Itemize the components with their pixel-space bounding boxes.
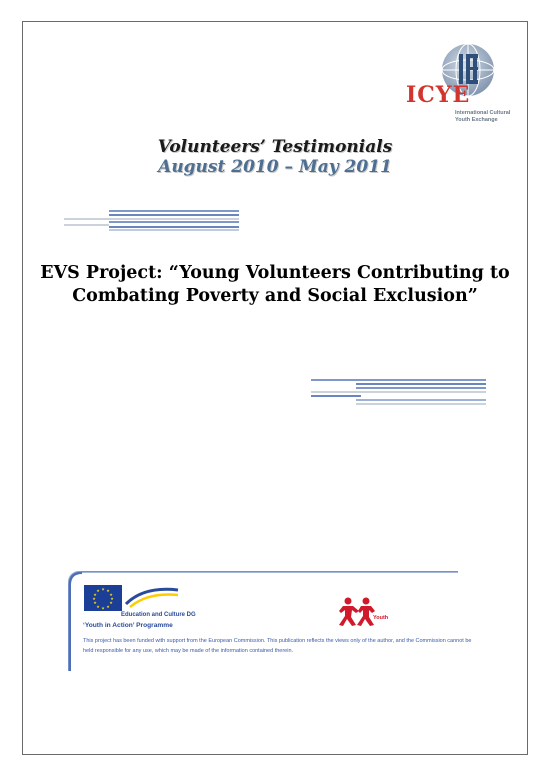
youth-label: Youth	[373, 615, 389, 621]
svg-text:★: ★	[96, 588, 100, 593]
svg-text:★: ★	[93, 592, 97, 597]
decorative-lines-left	[64, 209, 239, 233]
svg-text:★: ★	[101, 605, 105, 611]
svg-text:★: ★	[106, 588, 110, 593]
education-culture-label: Education and Culture DG	[121, 612, 196, 618]
eu-flag-icon	[84, 585, 122, 611]
svg-text:★: ★	[109, 592, 113, 597]
svg-text:★: ★	[93, 600, 97, 605]
decorative-lines-right	[311, 378, 486, 406]
icye-logo-subtitle: International Cultural Youth Exchange	[455, 110, 511, 123]
youth-in-action-label: ‘Youth in Action’ Programme	[83, 622, 173, 629]
svg-text:★: ★	[96, 604, 100, 609]
document-date-range: August 2010 – May 2011	[158, 157, 392, 177]
svg-text:★: ★	[106, 604, 110, 609]
funding-disclaimer: This project has been funded with support from the European Commission. This publication reflects the views only of the author, and the Commission cannot be held responsible for any use, which may be made of the information contained therein.	[83, 638, 472, 654]
icye-logo-text: ICYE	[406, 82, 471, 108]
youth-figures-logo	[339, 595, 383, 627]
document-title: Volunteers’ Testimonials	[157, 137, 393, 157]
svg-text:★: ★	[92, 596, 96, 601]
svg-text:★: ★	[101, 586, 105, 592]
svg-text:★: ★	[110, 596, 114, 601]
svg-text:★: ★	[109, 600, 113, 605]
project-title: EVS Project: “Young Volunteers Contributing to Combating Poverty and Social Exclusion”	[40, 263, 510, 306]
education-culture-swoosh-logo	[124, 582, 180, 612]
